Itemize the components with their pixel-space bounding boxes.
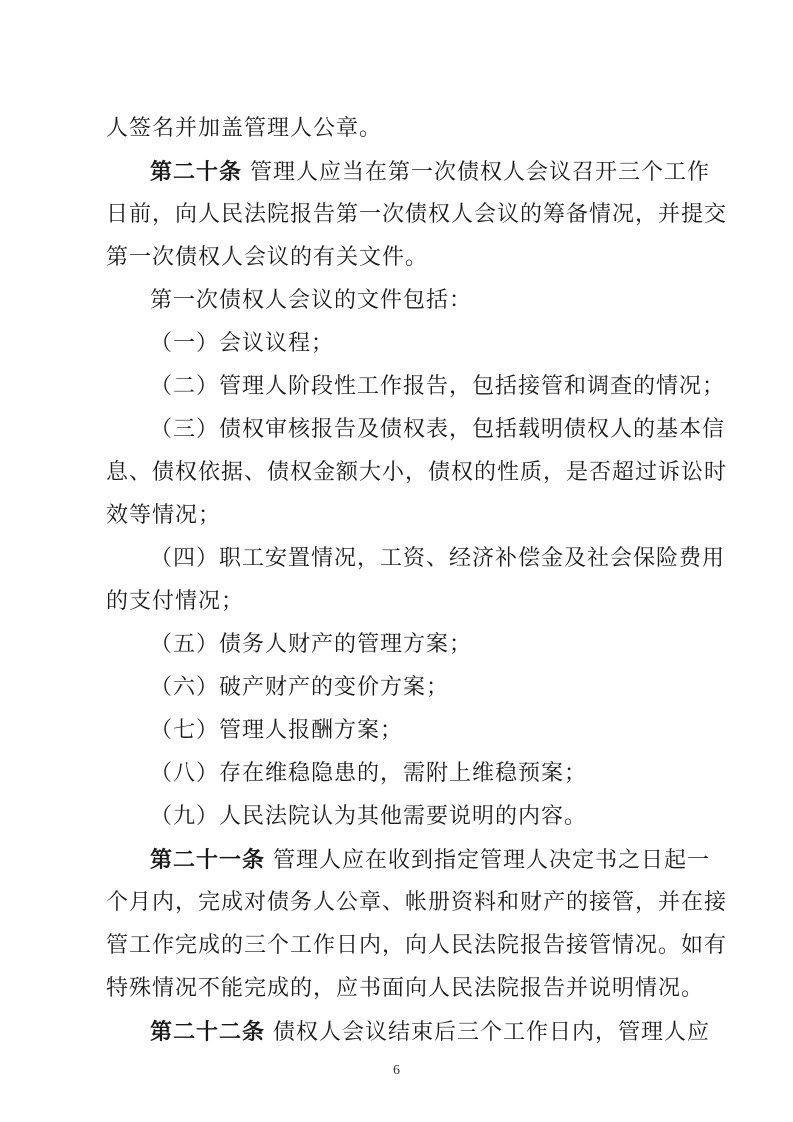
list-item: （二）管理人阶段性工作报告，包括接管和调查的情况； [150, 374, 726, 399]
list-item: （三）债权审核报告及债权表，包括载明债权人的基本信 [150, 417, 726, 442]
text-line: 特殊情况不能完成的，应书面向人民法院报告并说明情况。 [106, 976, 705, 1001]
text-line: 管工作完成的三个工作日内，向人民法院报告接管情况。如有 [106, 933, 728, 958]
article-heading: 第二十一条 [150, 847, 266, 873]
page-number: 6 [393, 1063, 400, 1078]
list-item: （五）债务人财产的管理方案； [150, 632, 473, 657]
text-line: 个月内，完成对债务人公章、帐册资料和财产的接管，并在接 [106, 890, 728, 915]
text-line: 第一次债权人会议的有关文件。 [106, 245, 429, 270]
text-line: 效等情况； [106, 503, 222, 528]
article-heading: 第二十条 [150, 159, 243, 185]
article-heading: 第二十二条 [150, 1019, 266, 1045]
article-21-line: 第二十一条 管理人应在收到指定管理人决定书之日起一 [150, 847, 711, 873]
list-item: （七）管理人报酬方案； [150, 718, 404, 743]
text-line: 息、债权依据、债权金额大小，债权的性质，是否超过诉讼时 [106, 460, 728, 485]
text-line: 第一次债权人会议的文件包括： [150, 288, 473, 313]
list-item: （九）人民法院认为其他需要说明的内容。 [150, 804, 588, 829]
text-line: 日前，向人民法院报告第一次债权人会议的筹备情况，并提交 [106, 202, 728, 227]
list-item: （四）职工安置情况，工资、经济补偿金及社会保险费用 [150, 546, 726, 571]
list-item: （六）破产财产的变价方案； [150, 675, 450, 700]
article-22-line: 第二十二条 债权人会议结束后三个工作日内，管理人应 [150, 1019, 711, 1045]
list-item: （八）存在维稳隐患的，需附上维稳预案； [150, 761, 588, 786]
text-line: 的支付情况； [106, 589, 245, 614]
article-20-line: 第二十条 管理人应当在第一次债权人会议召开三个工作 [150, 159, 711, 185]
text-line: 人签名并加盖管理人公章。 [106, 116, 383, 141]
list-item: （一）会议议程； [150, 331, 335, 356]
